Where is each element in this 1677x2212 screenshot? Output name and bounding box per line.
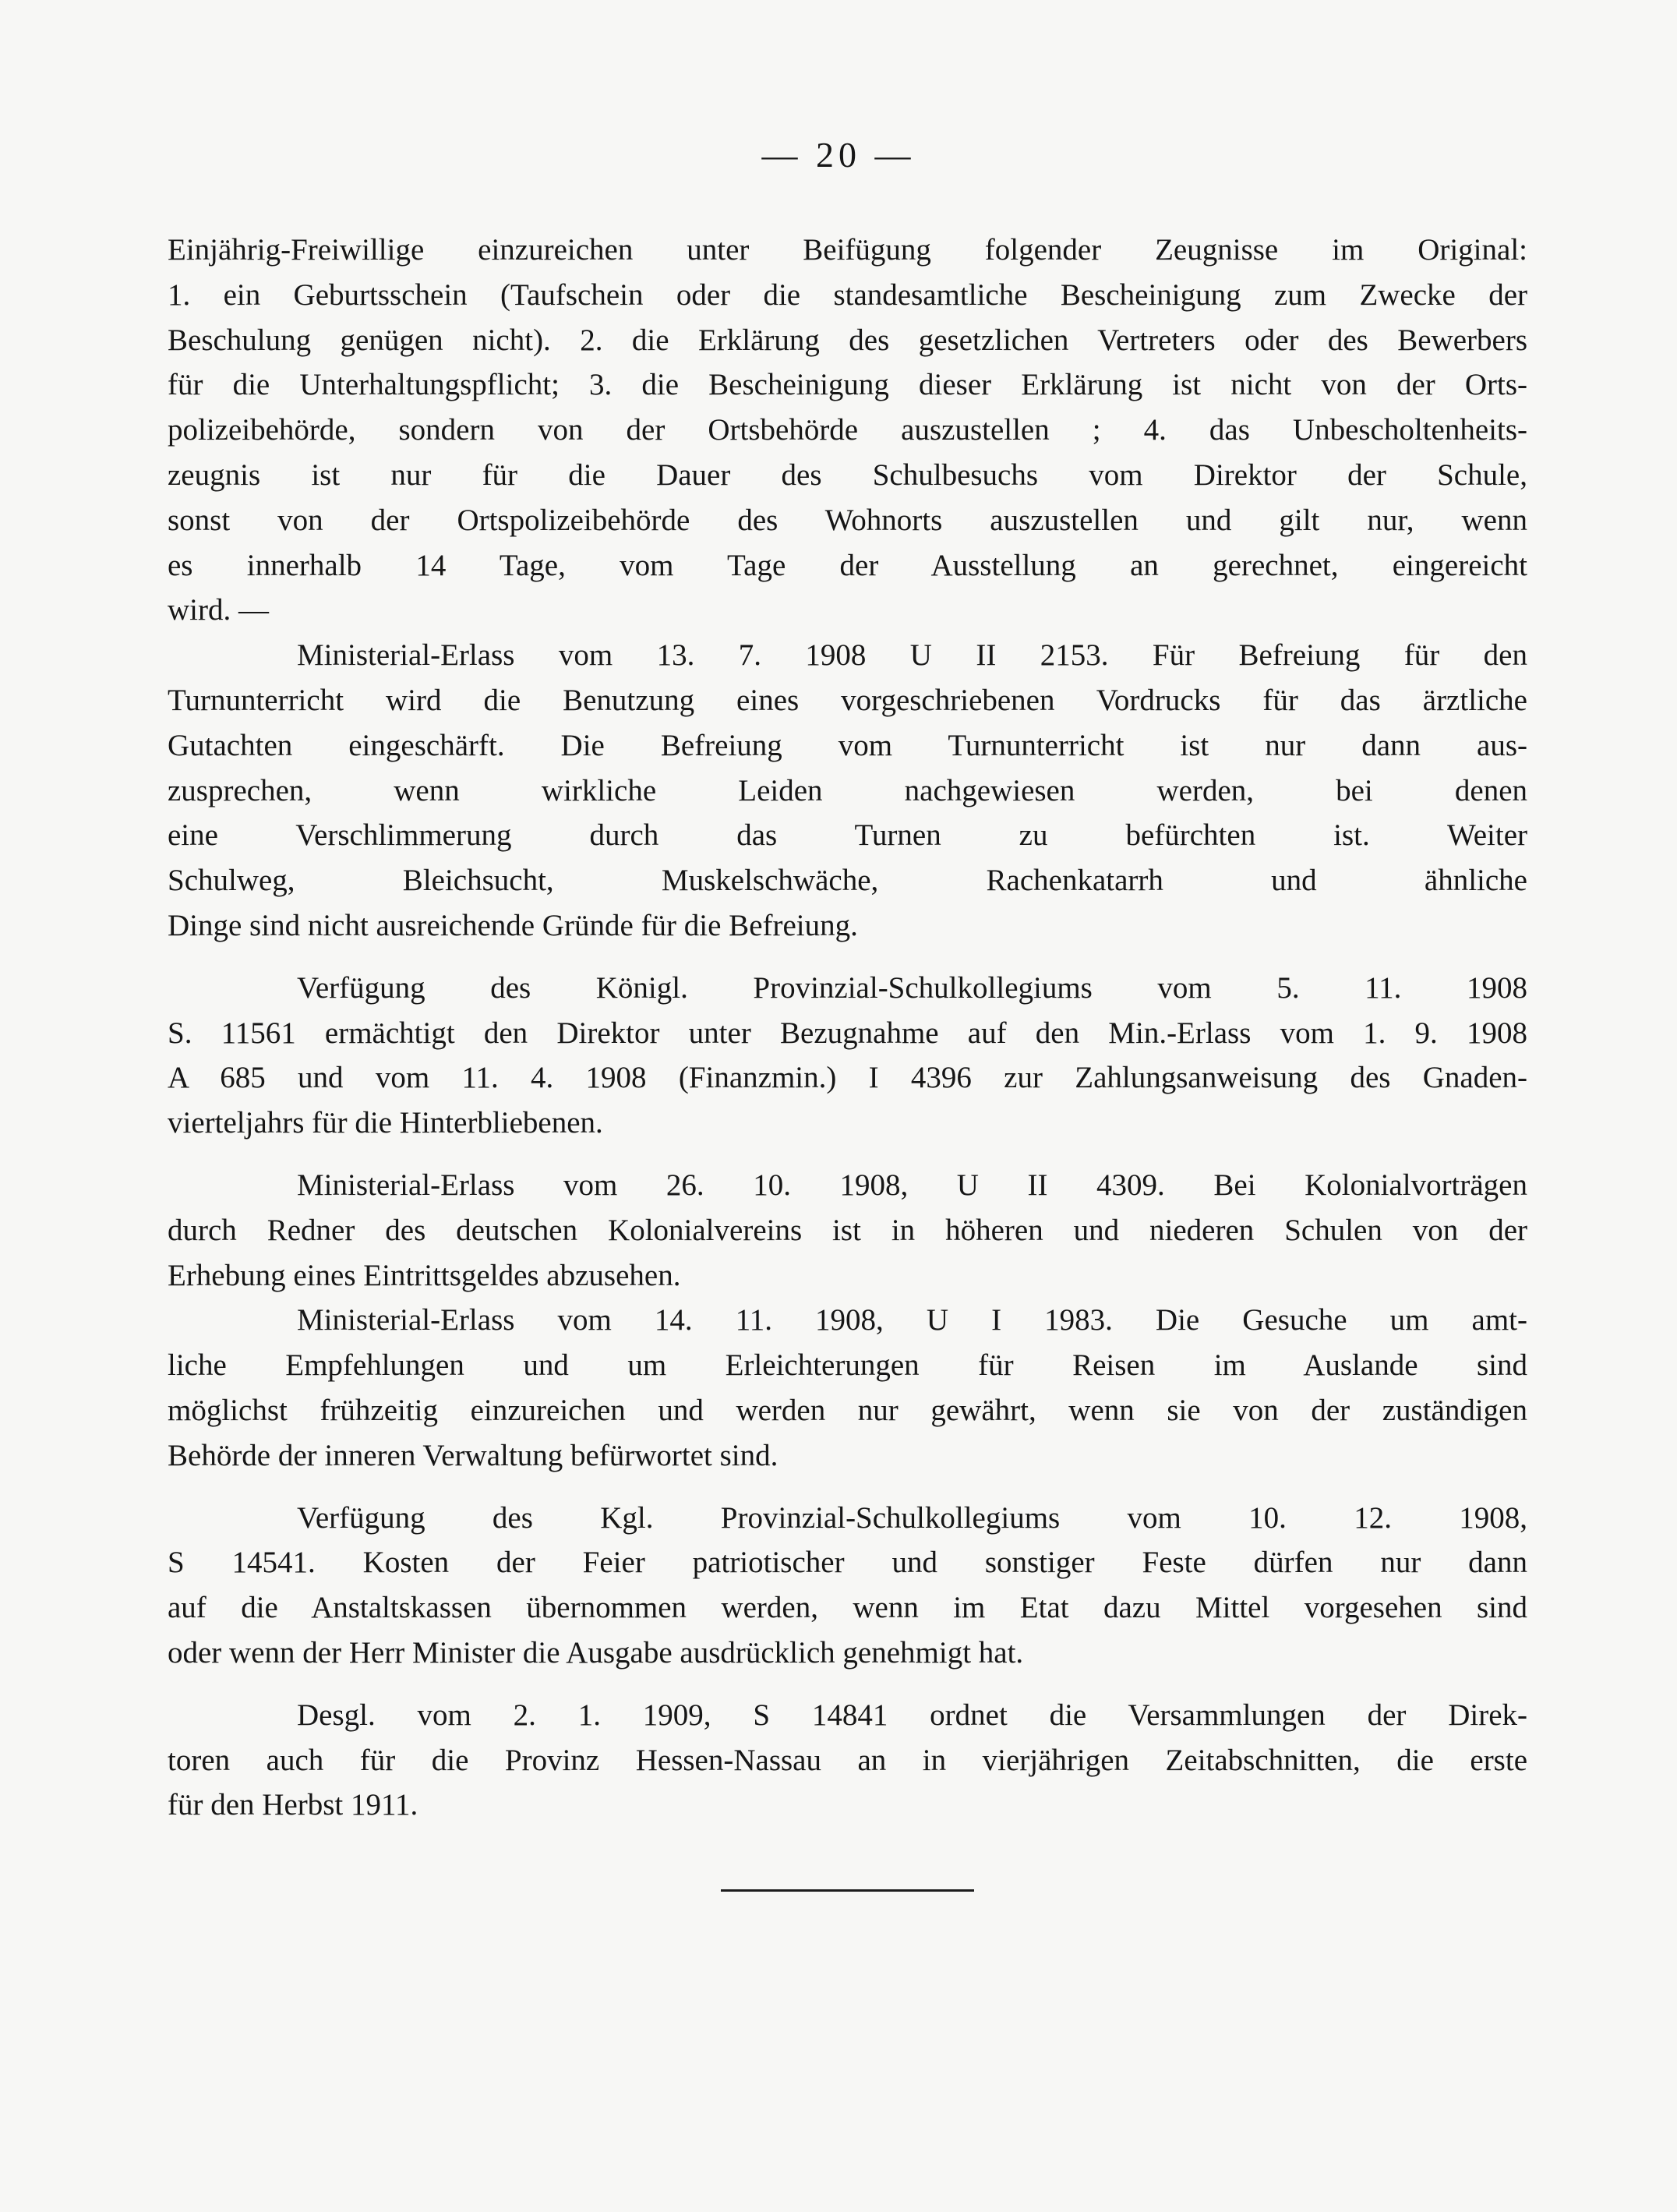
text-line: Ministerial-Erlass vom 14. 11. 1908, U I 1983. Die Gesuche um amt- (297, 1303, 1527, 1337)
text-line: A 685 und vom 11. 4. 1908 (Finanzmin.) I 4396 zur Zahlungsanweisung des Gnaden- (168, 1061, 1527, 1095)
page-number: — 20 — (761, 135, 916, 175)
text-line: Ministerial-Erlass vom 13. 7. 1908 U II 2153. Für Befreiung für den (297, 638, 1527, 673)
paragraph-turnunterricht-befreiung (168, 633, 1527, 949)
text-line: eine Verschlimmerung durch das Turnen zu befürchten ist. Weiter (168, 818, 1527, 853)
text-line: oder wenn der Herr Minister die Ausgabe ausdrücklich genehmigt hat. (168, 1635, 1024, 1670)
text-line: polizeibehörde, sondern von der Ortsbehörde auszustellen ; 4. das Unbescholtenheits- (168, 413, 1527, 447)
text-line: Beschulung genügen nicht). 2. die Erklärung des gesetzlichen Vertreters oder des Bewerbers (168, 323, 1527, 357)
text-line: S. 11561 ermächtigt den Direktor unter Bezugnahme auf den Min.-Erlass vom 1. 9. 1908 (168, 1016, 1527, 1050)
text-line: Einjährig-Freiwillige einzureichen unter Beifügung folgender Zeugnisse im Original: (168, 233, 1527, 267)
text-line: vierteljahrs für die Hinterbliebenen. (168, 1106, 603, 1140)
text-line: Dinge sind nicht ausreichende Gründe für die Befreiung. (168, 908, 858, 942)
text-line: für den Herbst 1911. (168, 1788, 418, 1822)
text-line: Verfügung des Kgl. Provinzial-Schulkollegiums vom 10. 12. 1908, (297, 1500, 1527, 1535)
text-line: Schulweg, Bleichsucht, Muskelschwäche, Rachenkatarrh und ähnliche (168, 864, 1527, 898)
text-line: auf die Anstaltskassen übernommen werden, wenn im Etat dazu Mittel vorgesehen sind (168, 1591, 1527, 1625)
paragraph-direktorenversammlungen (168, 1693, 1527, 1828)
text-line: Gutachten eingeschärft. Die Befreiung vom Turnunterricht ist nur dann aus- (168, 728, 1527, 762)
end-rule (721, 1889, 974, 1892)
paragraph-freiwillige-zeugnisse (168, 228, 1527, 633)
text-line: Ministerial-Erlass vom 26. 10. 1908, U II 4309. Bei Kolonialvorträgen (297, 1168, 1527, 1202)
text-line: zeugnis ist nur für die Dauer des Schulbesuchs vom Direktor der Schule, (168, 458, 1527, 492)
paragraph-gnadenvierteljahr (168, 966, 1527, 1146)
paragraph-reisen-ausland (168, 1298, 1527, 1478)
document-body (168, 228, 1527, 1828)
text-line: liche Empfehlungen und um Erleichterungen für Reisen im Auslande sind (168, 1348, 1527, 1383)
text-line: toren auch für die Provinz Hessen-Nassau an in vierjährigen Zeitabschnitten, die erste (168, 1743, 1527, 1777)
text-line: sonst von der Ortspolizeibehörde des Wohnorts auszustellen und gilt nur, wenn (168, 503, 1527, 537)
text-line: wird. — (168, 593, 269, 627)
text-line: Verfügung des Königl. Provinzial-Schulkollegiums vom 5. 11. 1908 (297, 970, 1527, 1005)
text-line: für die Unterhaltungspflicht; 3. die Bescheinigung dieser Erklärung ist nicht von der Orts- (168, 368, 1527, 402)
text-line: 1. ein Geburtsschein (Taufschein oder die standesamtliche Bescheinigung zum Zwecke der (168, 277, 1527, 312)
text-line: Behörde der inneren Verwaltung befürwortet sind. (168, 1438, 778, 1472)
paragraph-feste-kosten (168, 1496, 1527, 1676)
text-line: Erhebung eines Eintrittsgeldes abzusehen. (168, 1258, 681, 1292)
text-line: es innerhalb 14 Tage, vom Tage der Ausstellung an gerechnet, eingereicht (168, 548, 1527, 582)
text-line: zusprechen, wenn wirkliche Leiden nachgewiesen werden, bei denen (168, 773, 1527, 807)
text-line: möglichst frühzeitig einzureichen und werden nur gewährt, wenn sie von der zuständigen (168, 1393, 1527, 1427)
text-line: durch Redner des deutschen Kolonialvereins ist in höheren und niederen Schulen von der (168, 1213, 1527, 1247)
paragraph-kolonialvortraege (168, 1163, 1527, 1298)
text-line: Desgl. vom 2. 1. 1909, S 14841 ordnet die Versammlungen der Direk- (297, 1698, 1527, 1732)
text-line: S 14541. Kosten der Feier patriotischer und sonstiger Feste dürfen nur dann (168, 1546, 1527, 1580)
text-line: Turnunterricht wird die Benutzung eines vorgeschriebenen Vordrucks für das ärztliche (168, 683, 1527, 717)
